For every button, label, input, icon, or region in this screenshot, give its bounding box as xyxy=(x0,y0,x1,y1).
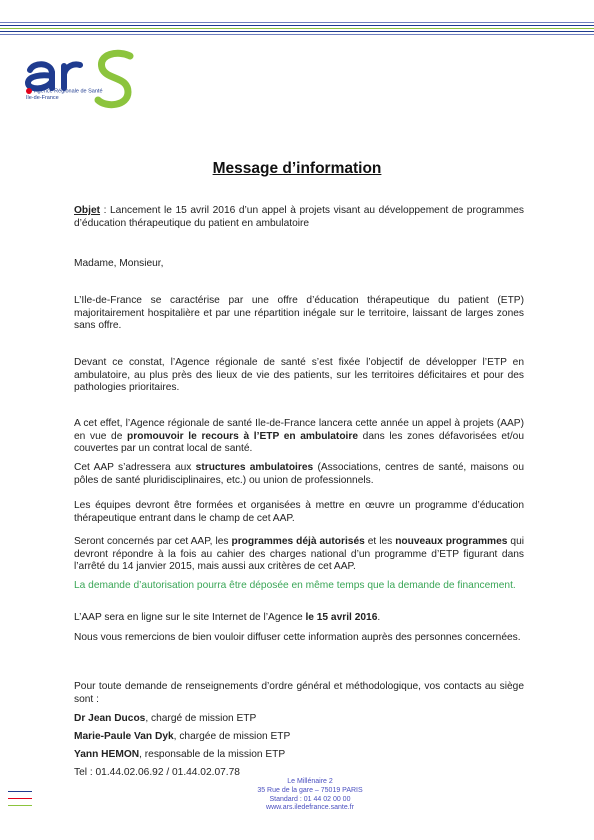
logo-subtitle: Agence Régionale de Santé Ile-de-France xyxy=(26,88,103,102)
highlight-etp: promouvoir le recours à l’ETP en ambulatoire xyxy=(127,430,359,442)
page-title: Message d’information xyxy=(212,160,382,177)
contact-3: Yann HEMON, responsable de la mission ETP xyxy=(74,749,286,760)
highlight-structures: structures ambulatoires xyxy=(195,462,314,473)
paragraph-7: La demande d’autorisation pourra être déposée en même temps que la demande de financement. xyxy=(74,580,516,591)
paragraph-2: Devant ce constat, l’Agence régionale de santé s’est fixée l’objectif de développer l’ETP en ambulatoire, au plus près des lieux de vie des patients, sur les territoires déficitaires et pour des pathologies prioritaires. xyxy=(74,357,524,394)
paragraph-4: Cet AAP s’adressera aux structures ambulatoires (Associations, centres de santé, maisons ou pôles de santé pluridisciplinaires, etc.) ou union de professionnels. xyxy=(74,462,524,486)
paragraph-8: L’AAP sera en ligne sur le site Internet de l’Agence le 15 avril 2016. xyxy=(74,612,381,623)
footer-address: Le Millénaire 2 35 Rue de la gare – 75019 PARIS Standard : 01 44 02 00 00 www.ars.iledefrance.sante.fr xyxy=(230,778,390,813)
objet-label: Objet xyxy=(74,205,101,216)
footer-corner-rules xyxy=(8,791,32,812)
contact-1: Dr Jean Ducos, chargé de mission ETP xyxy=(74,713,257,724)
footer-website-link[interactable]: www.ars.iledefrance.sante.fr xyxy=(266,804,354,812)
logo-dot-icon xyxy=(26,88,32,94)
contact-2: Marie-Paule Van Dyk, chargée de mission ETP xyxy=(74,731,291,742)
paragraph-9: Nous vous remercions de bien vouloir diffuser cette information auprès des personnes concernées. xyxy=(74,632,521,643)
paragraph-6: Seront concernés par cet AAP, les programmes déjà autorisés et les nouveaux programmes qui devront répondre à la fois au cahier des charges national d’un programme d’ETP figurant dans l’arrêté du 14 janvier 2015, mais aussi aux critères de cet AAP. xyxy=(74,536,524,573)
header-rules xyxy=(0,22,594,37)
paragraph-5: Les équipes devront être formées et organisées à mettre en œuvre un programme d’éducation thérapeutique entrant dans le champ de cet AAP. xyxy=(74,500,524,524)
telephone: Tel : 01.44.02.06.92 / 01.44.02.07.78 xyxy=(74,767,240,778)
ars-logo xyxy=(22,48,152,118)
contacts-intro: Pour toute demande de renseignements d’ordre général et méthodologique, vos contacts au siège sont : xyxy=(74,681,524,705)
objet-text: : Lancement le 15 avril 2016 d’un appel à projets visant au développement de programmes d’éducation thérapeutique du patient en ambulatoire xyxy=(74,205,524,229)
objet-paragraph xyxy=(74,205,524,230)
salutation: Madame, Monsieur, xyxy=(74,258,164,269)
paragraph-1: L’Ile-de-France se caractérise par une offre d’éducation thérapeutique du patient (ETP) majoritairement hospitalière et par une répartition inégale sur le territoire, laissant de larges zones sans offre. xyxy=(74,295,524,332)
paragraph-3: A cet effet, l’Agence régionale de santé Ile-de-France lancera cette année un appel à projets (AAP) en vue de promouvoir le recours à l’ETP en ambulatoire dans les zones défavorisées et/ou couvertes par un contrat local de santé. xyxy=(74,418,524,455)
